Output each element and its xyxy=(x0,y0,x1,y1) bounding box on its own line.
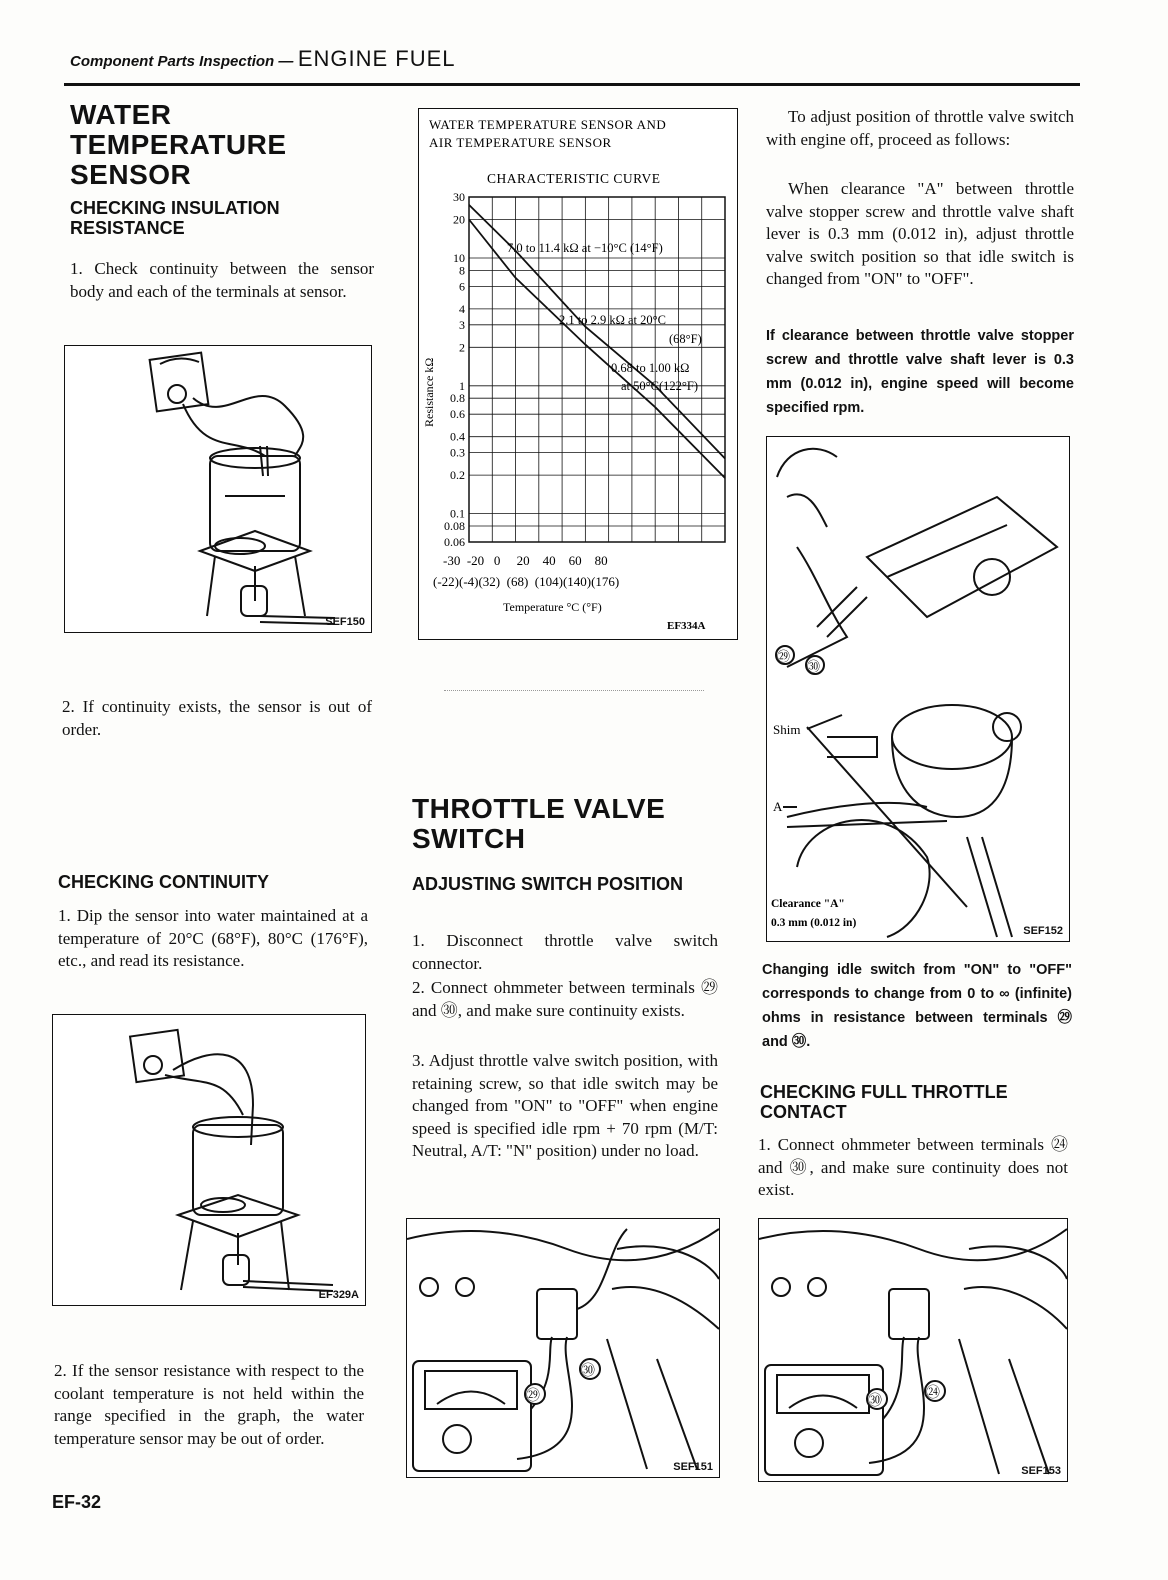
y-tick-label: 0.8 xyxy=(450,391,465,406)
figure-continuity-check xyxy=(52,1014,366,1306)
y-tick-label: 1 xyxy=(459,378,465,393)
annotation-minus10: 7.0 to 11.4 kΩ at −10°C (14°F) xyxy=(507,241,663,255)
a-label: A xyxy=(773,799,783,814)
insulation-step2: 2. If continuity exists, the sensor is out of order. xyxy=(62,697,372,739)
adjusting-step1: 1. Disconnect throttle valve switch connector. xyxy=(412,931,718,973)
header-rule xyxy=(64,83,1080,86)
y-tick-label: 3 xyxy=(459,317,465,332)
chart-y-label: Resistance kΩ xyxy=(422,357,436,427)
throttle-ohmmeter-illustration xyxy=(407,1219,719,1477)
clearance-label-2: 0.3 mm (0.012 in) xyxy=(771,917,857,929)
water-temp-sensor-title: WATER TEMPERATURE SENSOR xyxy=(70,99,287,190)
chart-title-line1: WATER TEMPERATURE SENSOR AND xyxy=(429,117,667,132)
y-tick-label: 4 xyxy=(459,301,465,316)
adjusting-step3: 3. Adjust throttle valve switch position, with retaining screw, so that idle switch may be changed from "ON" to "OFF" when engine speed is specified idle rpm + 70 rpm (M/T: Neutral, A/T: "N" position) under no load. xyxy=(412,1051,718,1160)
y-tick-label: 20 xyxy=(453,212,465,227)
adjusting-step2: 2. Connect ohmmeter between terminals ㉙ and ㉚, and make sure continuity exists. xyxy=(412,978,718,1020)
x-tick-labels-f: (-22)(-4)(32) (68) (104)(140)(176) xyxy=(433,574,620,589)
chart-title-line2: AIR TEMPERATURE SENSOR xyxy=(429,135,612,150)
intro-paragraph-1: To adjust position of throttle valve switch with engine off, proceed as follows: xyxy=(766,107,1074,149)
y-tick-label: 0.4 xyxy=(450,429,465,444)
annotation-50b: at 50°C(122°F) xyxy=(621,379,699,393)
y-tick-labels xyxy=(444,190,465,549)
ohmmeter-beaker-illustration-2 xyxy=(53,1015,365,1305)
insulation-heading: CHECKING INSULATION RESISTANCE xyxy=(70,198,280,238)
y-tick-label: 10 xyxy=(453,250,465,265)
callout-30: ㉚ xyxy=(581,1364,595,1379)
figure-full-throttle xyxy=(758,1218,1068,1482)
section-label: Component Parts Inspection — xyxy=(70,53,294,70)
adjusting-heading: ADJUSTING SWITCH POSITION xyxy=(412,874,684,894)
y-tick-label: 0.08 xyxy=(444,519,465,534)
figure-label: SEF151 xyxy=(673,1461,713,1473)
callout-29: ㉙ xyxy=(526,1389,540,1404)
figure-adjusting-switch xyxy=(406,1218,720,1478)
throttle-switch-title: THROTTLE VALVE SWITCH xyxy=(412,793,666,854)
y-tick-label: 0.3 xyxy=(450,445,465,460)
insulation-step1: 1. Check continuity between the sensor body and each of the terminals at sensor. xyxy=(70,259,374,301)
annotation-50a: 0.68 to 1.00 kΩ xyxy=(611,361,690,375)
clearance-label-1: Clearance "A" xyxy=(771,898,845,910)
figure-insulation-check xyxy=(64,345,372,633)
throttle-stopper-illustration xyxy=(767,437,1069,941)
callout-29: ㉙ xyxy=(777,649,791,664)
figure-clearance-a xyxy=(766,436,1070,942)
bold-note: If clearance between throttle valve stopper screw and throttle valve shaft lever is 0.3 mm (0.012 in), engine speed will become specified rpm. xyxy=(766,328,1074,416)
full-throttle-ohmmeter-illustration xyxy=(759,1219,1067,1481)
y-tick-label: 0.6 xyxy=(450,407,465,422)
continuity-step1: 1. Dip the sensor into water maintained at a temperature of 20°C (68°F), 80°C (176°F), etc., and read its resistance. xyxy=(58,906,368,970)
characteristic-curve-figure xyxy=(418,108,738,640)
figure-label: EF329A xyxy=(318,1289,359,1301)
callout-24: ㉔ xyxy=(926,1386,940,1401)
full-throttle-heading: CHECKING FULL THROTTLE CONTACT xyxy=(760,1082,1008,1122)
y-tick-label: 8 xyxy=(459,263,465,278)
y-tick-label: 30 xyxy=(453,190,465,204)
full-throttle-step1: 1. Connect ohmmeter between terminals ㉔ and ㉚, and make sure continuity does not exist. xyxy=(758,1135,1068,1199)
continuity-heading: CHECKING CONTINUITY xyxy=(58,872,269,892)
shim-label: Shim xyxy=(773,722,801,737)
y-tick-label: 0.1 xyxy=(450,506,465,521)
characteristic-curve-chart xyxy=(419,109,737,639)
y-tick-label: 2 xyxy=(459,340,465,355)
annotation-20a: 2.1 to 2.9 kΩ at 20°C xyxy=(559,313,666,327)
chart-figure-label: EF334A xyxy=(667,620,706,632)
figure-label: SEF152 xyxy=(1023,925,1063,937)
y-tick-label: 6 xyxy=(459,279,465,294)
page-number: EF-32 xyxy=(52,1492,102,1512)
figure-label: SEF150 xyxy=(325,616,365,628)
section-title: ENGINE FUEL xyxy=(297,46,456,71)
intro-paragraph-2: When clearance "A" between throttle valve stopper screw and throttle valve shaft lever is 0.3 mm (0.012 in), adjust throttle valve switch position so that idle switch is changed from "ON" to "OFF". xyxy=(766,179,1074,288)
ohmmeter-beaker-illustration xyxy=(65,346,371,632)
continuity-step2: 2. If the sensor resistance with respect to the coolant temperature is not held within the range specified in the graph, the water temperature sensor may be out of order. xyxy=(54,1361,364,1448)
chart-x-label: Temperature °C (°F) xyxy=(503,600,602,614)
callout-30: ㉚ xyxy=(868,1394,882,1409)
annotation-20b: (68°F) xyxy=(669,332,702,346)
bold-caption: Changing idle switch from "ON" to "OFF" corresponds to change from 0 to ∞ (infinite) ohms in resistance between terminals ㉙ and ㉚. xyxy=(762,962,1072,1050)
y-tick-label: 0.06 xyxy=(444,535,465,549)
x-tick-labels-c: -30 -20 0 20 40 60 80 xyxy=(443,553,608,568)
y-tick-label: 0.2 xyxy=(450,468,465,483)
separator-dots xyxy=(444,690,704,693)
page-header xyxy=(70,46,456,72)
chart-subtitle: CHARACTERISTIC CURVE xyxy=(487,171,661,186)
figure-label: SEF153 xyxy=(1021,1465,1061,1477)
callout-30: ㉚ xyxy=(807,659,821,674)
